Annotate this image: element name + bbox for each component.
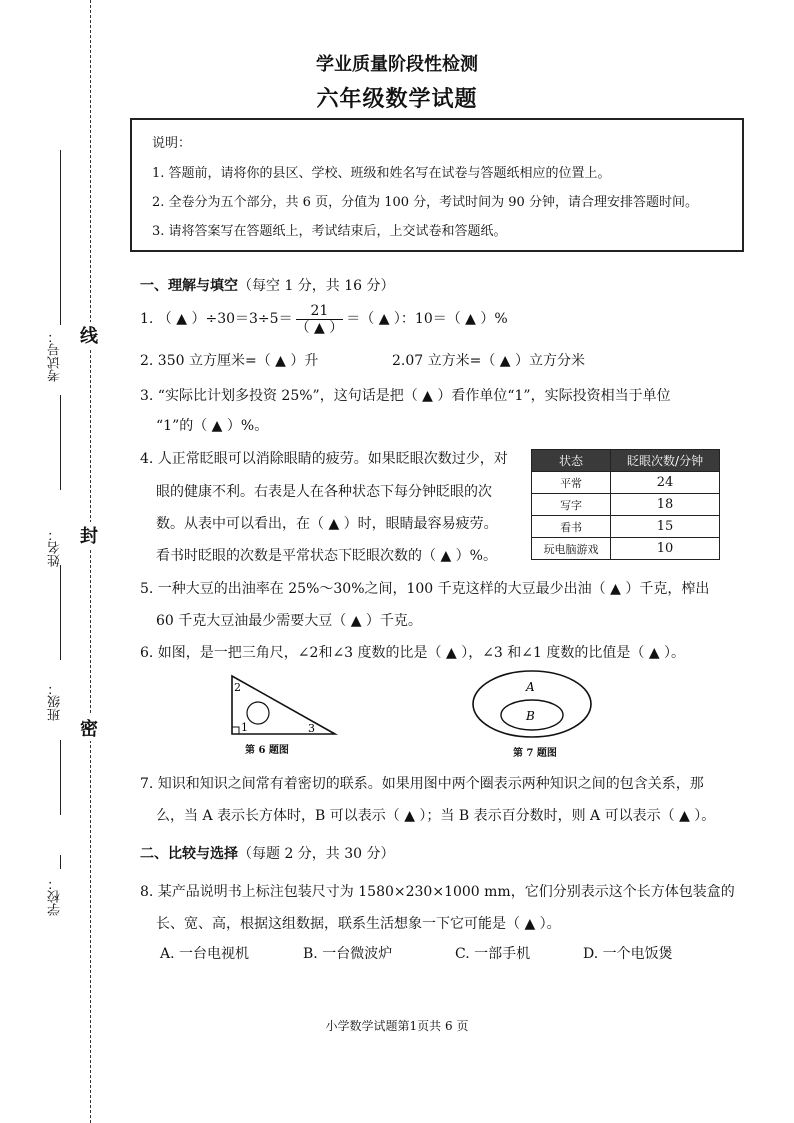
section-2-heading: [140, 843, 395, 863]
option-a[interactable]: A. 一台电视机: [160, 946, 250, 962]
seal-char-mi: 密: [80, 715, 98, 741]
question-5-line2: 60 千克大豆油最少需要大豆（ ▲ ）千克。: [156, 613, 422, 629]
figure-7-caption: 第 7 题图: [513, 748, 557, 759]
exam-number-field[interactable]: [60, 150, 61, 325]
nested-sets-figure: [470, 668, 594, 740]
triangle-hole: [247, 702, 269, 724]
table-cell: 15: [611, 516, 720, 538]
table-cell: 看书: [532, 516, 611, 538]
option-c[interactable]: C. 一部手机: [455, 946, 531, 962]
question-3-line2: “1”的（ ▲ ）%。: [156, 418, 269, 434]
table-cell: 玩电脑游戏: [532, 538, 611, 560]
question-4-line: 眼的健康不利。右表是人在各种状态下每分钟眨眼的次: [156, 484, 492, 500]
exam-number-field-ext: [60, 395, 61, 490]
section-1-title: 一、理解与填空: [140, 278, 238, 294]
table-cell: 18: [611, 494, 720, 516]
table-cell: 写字: [532, 494, 611, 516]
name-field[interactable]: [60, 565, 61, 660]
table-header-row: [532, 450, 720, 472]
set-a-label: A: [526, 680, 535, 694]
table-row: [532, 472, 720, 494]
q1-right: ＝（ ▲ ）：10＝（ ▲ ）%: [346, 311, 508, 327]
section-2-note: （每题 2 分，共 30 分）: [238, 846, 395, 862]
question-7-line1: 7. 知识和知识之间常有着密切的联系。如果用图中两个圈表示两种知识之间的包含关系，那: [140, 776, 704, 792]
question-2b: 2.07 立方米=（ ▲ ）立方分米: [392, 353, 586, 369]
q1-left: 1. （ ▲ ）÷30＝3÷5＝: [140, 311, 293, 327]
angle-3-label: 3: [308, 722, 315, 735]
section-1-note: （每空 1 分，共 16 分）: [238, 278, 395, 294]
section-1-heading: [140, 275, 395, 295]
question-8-line2: 长、宽、高，根据这组数据，联系生活想象一下它可能是（ ▲ ）。: [156, 916, 561, 932]
question-8-line1: 8. 某产品说明书上标注包装尺寸为 1580×230×1000 mm，它们分别表示这个长方体包装盒的: [140, 884, 735, 900]
triangle-ruler-figure: [222, 672, 342, 738]
exam-title: 学业质量阶段性检测: [316, 54, 478, 75]
table-row: [532, 494, 720, 516]
right-angle-mark: [232, 727, 239, 734]
instruction-item: 1. 答题前，请将你的县区、学校、班级和姓名写在试卷与答题纸相应的位置上。: [152, 166, 611, 181]
school-field[interactable]: [60, 855, 61, 869]
question-3-line1: 3. “实际比计划多投资 25%”，这句话是把（ ▲ ）看作单位“1”，实际投资相当于单位: [140, 388, 671, 404]
school-label: 学校：: [48, 877, 63, 916]
option-b[interactable]: B. 一台微波炉: [303, 946, 393, 962]
question-2a: 2. 350 立方厘米=（ ▲ ）升: [140, 353, 319, 369]
figure-6-caption: 第 6 题图: [245, 745, 289, 756]
q1-fraction: [296, 303, 344, 336]
q1-fraction-numerator: 21: [296, 303, 344, 320]
binding-dashed-line: [90, 0, 91, 1123]
class-field[interactable]: [60, 740, 61, 815]
instructions-box: [130, 118, 744, 252]
table-cell: 平常: [532, 472, 611, 494]
question-5-line1: 5. 一种大豆的出油率在 25%～30%之间，100 千克这样的大豆最少出油（ ▲ ）千克，榨出: [140, 581, 710, 597]
table-cell: 24: [611, 472, 720, 494]
page-footer: 小学数学试题第1页共 6 页: [325, 1019, 469, 1033]
seal-char-feng: 封: [80, 522, 98, 548]
table-header-cell: 眨眼次数/分钟: [611, 450, 720, 472]
seal-char-xian: 线: [80, 322, 98, 348]
question-4-line: 4. 人正常眨眼可以消除眼睛的疲劳。如果眨眼次数过少，对: [140, 451, 508, 467]
option-d[interactable]: D. 一个电饭煲: [583, 946, 673, 962]
question-1: [140, 302, 508, 336]
blink-rate-table: [531, 449, 720, 560]
question-4-line: 数。从表中可以看出，在（ ▲ ）时，眼睛最容易疲劳。: [156, 516, 498, 532]
section-2-title: 二、比较与选择: [140, 846, 238, 862]
name-label: 姓名：: [48, 528, 63, 567]
exam-subtitle: 六年级数学试题: [316, 86, 478, 112]
set-b-label: B: [526, 709, 535, 723]
instructions-heading: 说明：: [152, 136, 192, 151]
table-row: [532, 538, 720, 560]
question-4-line: 看书时眨眼的次数是平常状态下眨眼次数的（ ▲ ）%。: [156, 548, 497, 564]
instruction-item: 2. 全卷分为五个部分，共 6 页，分值为 100 分，考试时间为 90 分钟，请合理安排答题时间。: [152, 195, 698, 210]
angle-2-label: 2: [234, 681, 241, 694]
instruction-item: 3. 请将答案写在答题纸上，考试结束后，上交试卷和答题纸。: [152, 224, 507, 239]
table-header-cell: 状态: [532, 450, 611, 472]
question-7-line2: 么，当 A 表示长方体时，B 可以表示（ ▲ ）；当 B 表示百分数时，则 A 可以表示（ ▲ ）。: [156, 808, 716, 824]
angle-1-label: 1: [241, 721, 248, 734]
q1-fraction-denominator: （ ▲ ）: [295, 319, 344, 336]
class-label: 班级：: [48, 682, 63, 721]
table-cell: 10: [611, 538, 720, 560]
exam-number-label: 考试号：: [48, 330, 63, 382]
table-row: [532, 516, 720, 538]
question-6-line: 6. 如图，是一把三角尺，∠2和∠3 度数的比是（ ▲ ），∠3 和∠1 度数的比值是（ ▲ ）。: [140, 645, 686, 661]
